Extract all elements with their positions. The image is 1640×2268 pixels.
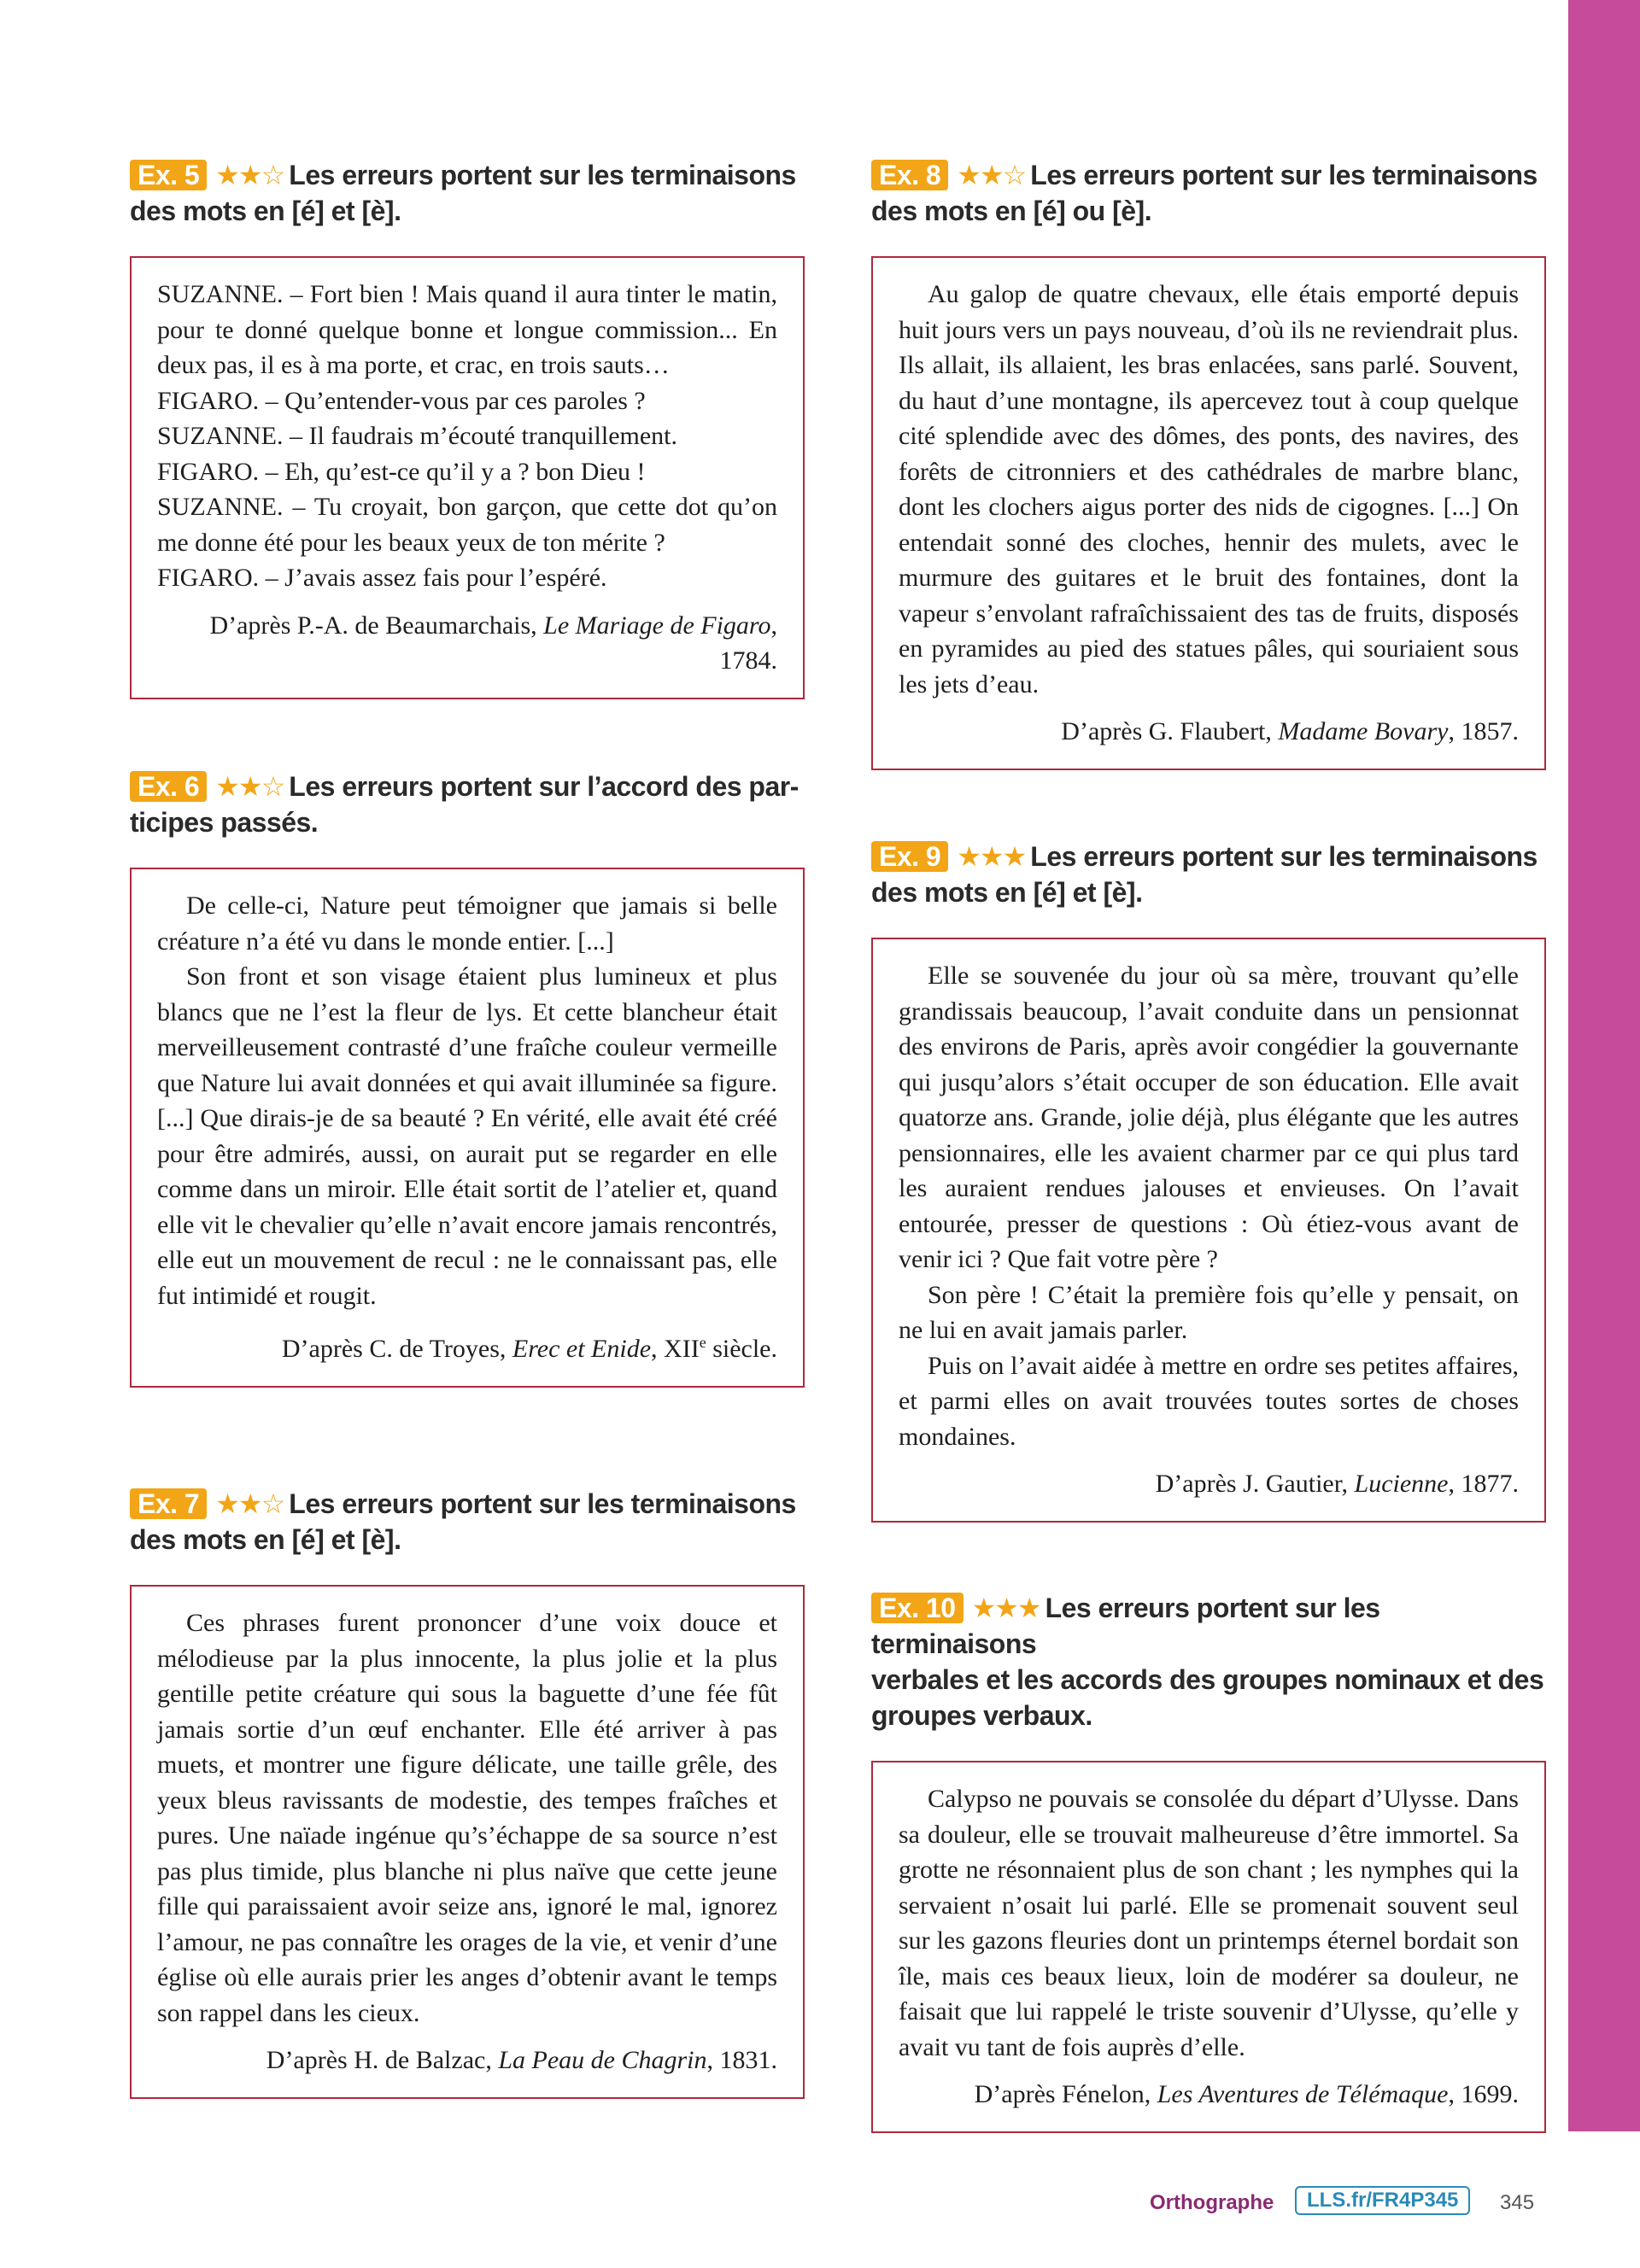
exercise-9-heading (871, 839, 1546, 910)
instruction-line-3: groupes verbaux. (871, 1700, 1092, 1731)
exercise-6-heading (130, 769, 805, 840)
exercise-6 (130, 769, 805, 1388)
instruction-line-2: ticipes passés. (130, 807, 319, 838)
instruction-line-1: Les erreurs portent sur les terminaisons (871, 1593, 1380, 1659)
paragraph: Son père ! C’était la première fois qu’elle y pensait, on ne lui en avait jamais parler. (899, 1280, 1519, 1344)
instruction-line-2: des mots en [é] et [è]. (871, 877, 1143, 908)
source-citation (157, 2043, 777, 2078)
exercise-10-text-box (871, 1761, 1546, 2133)
source-author: D’après C. de Troyes, (281, 1335, 507, 1363)
dialogue-line: FIGARO. – Eh, qu’est-ce qu’il y a ? bon Dieu ! (157, 457, 646, 486)
source-century-sup: e (699, 1334, 706, 1351)
exercise-7 (130, 1486, 805, 2099)
source-author: D’après G. Flaubert, (1061, 717, 1272, 745)
source-author: D’après H. de Balzac, (266, 2046, 492, 2074)
exercise-5-text-box (130, 256, 805, 699)
instruction-line-2: des mots en [é] ou [è]. (871, 196, 1152, 226)
exercise-8 (871, 157, 1546, 770)
instruction-line-1: Les erreurs portent sur l’accord des par- (289, 771, 799, 802)
difficulty-stars-icon: ★★☆ (215, 771, 284, 802)
dialogue-line: SUZANNE. – Il faudrais m’écouté tranquillement. (157, 422, 677, 450)
source-year: , 1784. (719, 611, 777, 675)
exercise-8-text-box (871, 256, 1546, 770)
resource-link[interactable]: LLS.fr/FR4P345 (1295, 2186, 1470, 2215)
instruction-line-1: Les erreurs portent sur les terminaisons (1030, 841, 1538, 872)
paragraph: Puis on l’avait aidée à mettre en ordre ses petites affaires, et parmi elles on avait trouvées toutes sortes de choses mondaines. (899, 1351, 1519, 1451)
source-title: La Peau de Chagrin (498, 2046, 707, 2074)
exercise-7-text-box (130, 1585, 805, 2099)
paragraph: Calypso ne pouvais se consolée du départ d’Ulysse. Dans sa douleur, elle se trouvait malheureuse d’être immortel. Sa grotte ne résonnaient plus de son chant ; les nymphes qui la servaient n’osait lui parlé. Elle se promenait souvent seul sur les gazons fleuries dont un printemps éternel bordait son île, mais ces beaux lieux, loin de modérer sa douleur, ne faisait que lui rappelé le triste souvenir d’Ulysse, qu’elle y avait vu tant de fois auprès d’elle. (899, 1785, 1519, 2061)
source-citation (899, 1466, 1519, 1502)
difficulty-stars-icon: ★★★ (957, 841, 1026, 872)
source-title: Erec et Enide (512, 1335, 652, 1363)
exercise-tag: Ex. 5 (130, 160, 207, 190)
section-label: Orthographe (1150, 2191, 1274, 2214)
exercise-tag: Ex. 7 (130, 1488, 207, 1519)
page-number: 345 (1500, 2191, 1535, 2214)
dialogue-line: SUZANNE. – Fort bien ! Mais quand il aura tinter le matin, pour te donné quelque bonne et longue commission... En deux pas, il es à ma porte, et crac, en trois sauts… (157, 280, 777, 379)
exercise-9 (871, 839, 1546, 1523)
source-year: , 1699. (1448, 2080, 1519, 2108)
source-title: Le Mariage de Figaro (543, 611, 771, 640)
side-color-strip (1568, 0, 1640, 2131)
page-footer (1150, 2186, 1560, 2220)
paragraph: De celle-ci, Nature peut témoigner que jamais si belle créature n’a été vu dans le monde entier. [...] (157, 891, 777, 956)
instruction-line-1: Les erreurs portent sur les terminaisons (1030, 160, 1538, 190)
source-citation (899, 714, 1519, 750)
source-title: Les Aventures de Télémaque (1157, 2080, 1449, 2108)
source-author: D’après Fénelon, (974, 2080, 1151, 2108)
exercise-5-heading (130, 157, 805, 229)
source-author: D’après P.-A. de Beaumarchais, (209, 611, 537, 640)
source-citation (157, 1325, 777, 1367)
source-title: Madame Bovary (1278, 717, 1449, 745)
source-year: , 1877. (1448, 1470, 1519, 1498)
source-title: Lucienne (1354, 1470, 1449, 1498)
source-century: , XII (651, 1335, 700, 1363)
exercise-8-heading (871, 157, 1546, 229)
exercise-tag: Ex. 9 (871, 841, 948, 872)
difficulty-stars-icon: ★★☆ (215, 160, 284, 190)
dialogue-line: FIGARO. – J’avais assez fais pour l’espéré. (157, 564, 607, 592)
dialogue-line: SUZANNE. – Tu croyait, bon garçon, que cette dot qu’on me donne été pour les beaux yeux de ton mérite ? (157, 493, 777, 557)
source-citation (157, 608, 777, 679)
difficulty-stars-icon: ★★☆ (957, 160, 1026, 190)
paragraph: Au galop de quatre chevaux, elle étais emporté depuis huit jours vers un pays nouveau, d’où ils ne reviendrait plus. Ils allait, ils allaient, les bras enlacées, sans parlé. Souvent, du haut d’une montagne, ils apercevez tout à coup quelque cité splendide avec des dômes, des ponts, des navires, des forêts de citronniers et des cathédrales de marbre blanc, dont les clochers aigus porter des nids de cigognes. [...] On entendait sonné des cloches, hennir des mulets, avec le murmure des guitares et le bruit des fontaines, dont la vapeur s’envolant rafraîchissaient des tas de fruits, disposés en pyramides au pied des statues pâles, qui souriaient sous les jets d’eau. (899, 280, 1519, 699)
exercise-tag: Ex. 6 (130, 771, 207, 802)
paragraph: Elle se souvenée du jour où sa mère, trouvant qu’elle grandissais beaucoup, l’avait conduite dans un pensionnat des environs de Paris, après avoir congédier la gouvernante qui jusqu’alors s’était occuper de son éducation. Elle avait quatorze ans. Grande, jolie déjà, plus élégante que les autres pensionnaires, elle les avaient charmer par ce qui plus tard les auraient rendues jalouses et envieuses. On l’avait entourée, presser de questions : Où étiez-vous avant de venir ici ? Que fait votre père ? (899, 962, 1519, 1273)
source-year: , 1831. (706, 2046, 777, 2074)
instruction-line-2: des mots en [é] et [è]. (130, 196, 401, 226)
exercise-tag: Ex. 10 (871, 1593, 964, 1623)
instruction-line-2: des mots en [é] et [è]. (130, 1524, 401, 1555)
exercise-10-heading (871, 1590, 1546, 1733)
source-year: , 1857. (1448, 717, 1519, 745)
exercise-9-text-box (871, 938, 1546, 1523)
difficulty-stars-icon: ★★☆ (215, 1488, 284, 1519)
source-century-end: siècle. (706, 1335, 777, 1363)
exercise-10 (871, 1590, 1546, 2133)
exercise-7-heading (130, 1486, 805, 1558)
dialogue-line: FIGARO. – Qu’entender-vous par ces paroles ? (157, 386, 646, 415)
source-author: D’après J. Gautier, (1155, 1470, 1349, 1498)
exercise-5 (130, 157, 805, 699)
instruction-line-1: Les erreurs portent sur les terminaisons (289, 1488, 796, 1519)
paragraph: Ces phrases furent prononcer d’une voix douce et mélodieuse par la plus innocente, la plus jolie et la plus gentille petite créature qui sous la baguette d’une fée fût jamais sortie d’un œuf enchanter. Elle été arriver à pas muets, et montrer une figure délicate, une taille grêle, des yeux bleus ravissants de modestie, des tempes fraîches et pures. Une naïade ingénue qu’s’échappe de sa source n’est pas plus timide, plus blanche ni plus naïve que cette jeune fille qui paraissaient avoir seize ans, ignoré le mal, ignorez l’amour, ne pas connaître les orages de la vie, et venir d’une église où elle aurais prier les anges d’obtenir avant le temps son rappel dans les cieux. (157, 1609, 777, 2027)
instruction-line-1: Les erreurs portent sur les terminaisons (289, 160, 796, 190)
exercise-tag: Ex. 8 (871, 160, 948, 190)
difficulty-stars-icon: ★★★ (971, 1593, 1040, 1623)
paragraph: Son front et son visage étaient plus lumineux et plus blancs que ne l’est la fleur de lys. Et cette blancheur était merveilleusement contrasté d’une fraîche couleur vermeille que Nature lui avait données et qui avait illuminée sa figure. [...] Que dirais-je de sa beauté ? En vérité, elle avait été créé pour être admirés, aussi, on aurait put se regarder en elle comme dans un miroir. Elle était sortit de l’atelier et, quand elle vit le chevalier qu’elle n’avait encore jamais rencontrés, elle eut un mouvement de recul : ne le connaissant pas, elle fut intimidé et rougit. (157, 962, 777, 1310)
instruction-line-2: verbales et les accords des groupes nominaux et des (871, 1664, 1544, 1695)
source-citation (899, 2077, 1519, 2113)
exercise-6-text-box (130, 868, 805, 1388)
